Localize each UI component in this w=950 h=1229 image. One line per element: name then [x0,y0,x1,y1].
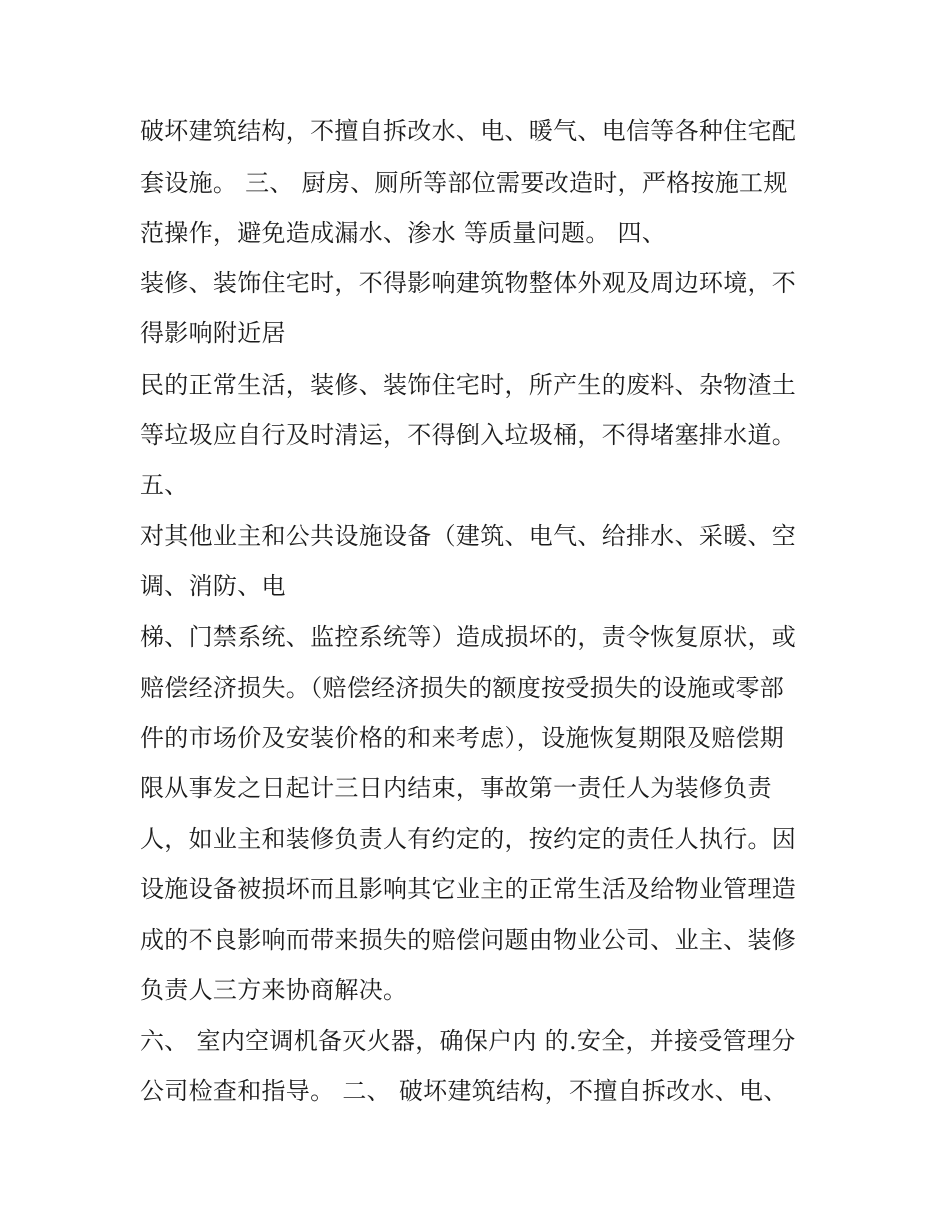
text-line: 负责人三方来协商解决。 [140,976,408,1004]
text-line: 得影响附近居 [140,319,286,347]
text-line: 六、 室内空调机备灭火器，确保户内 的.安全，并接受管理分 [140,1027,796,1055]
text-line: 套设施。 三、 厨房、厕所等部位需要改造时，严格按施工规 [140,169,788,197]
text-line: 五、 [140,471,189,499]
text-line: 装修、装饰住宅时，不得影响建筑物整体外观及周边环境，不 [140,269,797,297]
text-line: 调、消防、电 [140,572,286,600]
text-line: 范操作，避免造成漏水、渗水 等质量问题。 四、 [140,219,667,247]
text-line: 赔偿经济损失。（赔偿经济损失的额度按受损失的设施或零部 [140,674,785,702]
text-line: 等垃圾应自行及时清运，不得倒入垃圾桶，不得堵塞排水道。 [140,421,797,449]
text-line: 破坏建筑结构，不擅自拆改水、电、暖气、电信等各种住宅配 [140,117,797,145]
text-line: 对其他业主和公共设施设备（建筑、电气、给排水、采暖、空 [140,522,797,550]
text-line: 人，如业主和装修负责人有约定的，按约定的责任人执行。因 [140,825,797,853]
text-line: 民的正常生活，装修、装饰住宅时，所产生的废料、杂物渣土 [140,371,797,399]
text-line: 件的市场价及安装价格的和来考虑），设施恢复期限及赔偿期 [140,724,785,752]
text-line: 公司检查和指导。 二、 破坏建筑结构，不擅自拆改水、电、 [140,1077,788,1105]
text-line: 梯、门禁系统、监控系统等）造成损坏的，责令恢复原状，或 [140,623,797,651]
text-line: 限从事发之日起计三日内结束，事故第一责任人为装修负责 [140,774,772,802]
text-line: 成的不良影响而带来损失的赔偿问题由物业公司、业主、装修 [140,926,797,954]
text-line: 设施设备被损坏而且影响其它业主的正常生活及给物业管理造 [140,875,797,903]
